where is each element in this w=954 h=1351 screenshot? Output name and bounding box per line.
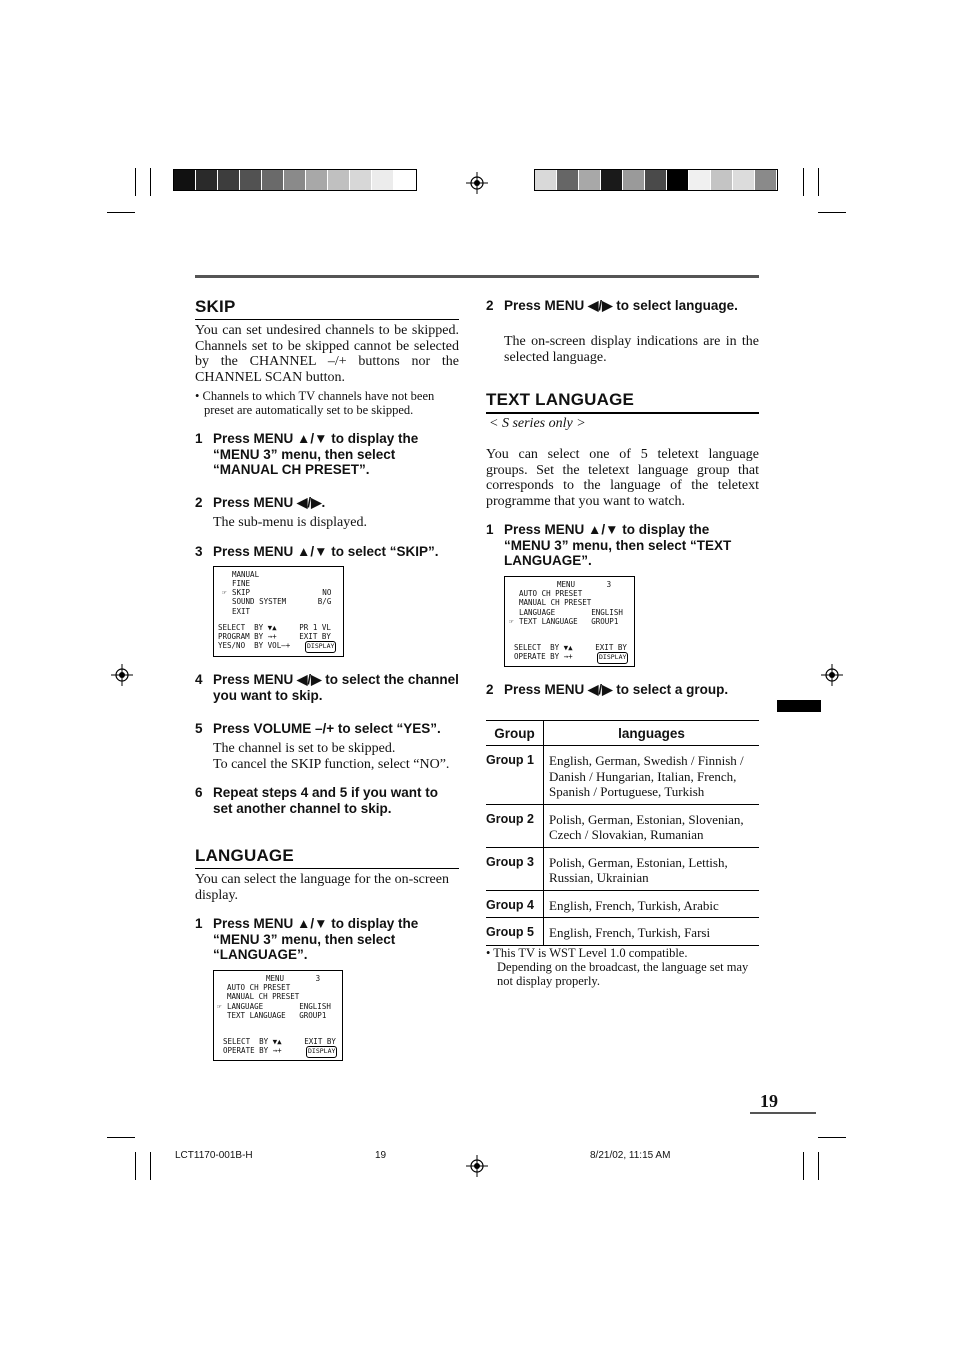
menu-line: MANUAL bbox=[232, 570, 260, 579]
wst-note bbox=[486, 946, 756, 988]
column-header-group: Group bbox=[486, 721, 544, 746]
text-language-menu-screen bbox=[504, 576, 635, 667]
languages-cell: English, French, Turkish, Arabic bbox=[544, 890, 760, 918]
color-swatch bbox=[755, 170, 777, 190]
skip-step-5 bbox=[195, 721, 459, 737]
menu-line: EXIT bbox=[232, 607, 251, 616]
color-swatch bbox=[535, 170, 557, 190]
group-cell: Group 5 bbox=[486, 918, 544, 946]
language-step-2-desc: The on-screen display indications are in the selected language. bbox=[504, 334, 759, 365]
skip-heading: SKIP bbox=[195, 297, 236, 316]
color-swatch bbox=[284, 170, 306, 190]
step-text: Press MENU ◀/▶ to select a group. bbox=[504, 682, 729, 697]
color-swatch bbox=[579, 170, 601, 190]
group-cell: Group 4 bbox=[486, 890, 544, 918]
language-step-2 bbox=[486, 298, 759, 314]
group-cell: Group 1 bbox=[486, 746, 544, 805]
crop-mark bbox=[150, 1152, 151, 1180]
menu-line: AUTO CH PRESET bbox=[519, 589, 583, 598]
skip-step-6 bbox=[195, 785, 459, 816]
menu-line: SKIP NO bbox=[232, 588, 332, 597]
step-text: Press MENU ▲/▼ to display the “MENU 3” menu, then select “TEXT LANGUAGE”. bbox=[504, 522, 732, 568]
group-cell: Group 3 bbox=[486, 847, 544, 890]
group-cell: Group 2 bbox=[486, 804, 544, 847]
display-button-label: DISPLAY bbox=[305, 641, 336, 653]
text-language-intro: You can select one of 5 teletext language groups. Set the teletext language group that corresponds to the language of the teletext programme that you want to watch. bbox=[486, 447, 759, 509]
hand-pointer-icon: ☞ bbox=[222, 588, 227, 597]
skip-menu-screen bbox=[213, 566, 344, 657]
languages-cell: Polish, German, Estonian, Slovenian, Czech / Slovakian, Rumanian bbox=[544, 804, 760, 847]
color-swatch bbox=[306, 170, 328, 190]
crop-mark bbox=[803, 1152, 804, 1180]
menu-line: LANGUAGE ENGLISH bbox=[519, 608, 623, 617]
languages-cell: English, French, Turkish, Farsi bbox=[544, 918, 760, 946]
footer-page: 19 bbox=[375, 1150, 387, 1161]
registration-mark-icon bbox=[111, 664, 133, 686]
menu-line: SOUND SYSTEM B/G bbox=[232, 597, 332, 606]
crop-mark bbox=[107, 212, 135, 213]
heading-underline bbox=[195, 319, 459, 320]
menu-line: MANUAL CH PRESET bbox=[227, 992, 300, 1001]
note-line: • This TV is WST Level 1.0 compatible. bbox=[486, 946, 688, 960]
table-row bbox=[486, 746, 759, 805]
registration-mark-icon bbox=[466, 1155, 488, 1177]
crop-mark bbox=[150, 168, 151, 196]
menu-line: SELECT BY ▼▲ EXIT BY bbox=[514, 643, 627, 652]
crop-mark bbox=[818, 168, 819, 196]
color-swatch bbox=[711, 170, 733, 190]
language-group-table bbox=[486, 720, 759, 946]
menu-line: LANGUAGE ENGLISH bbox=[227, 1002, 331, 1011]
table-header-row bbox=[486, 721, 759, 746]
step-number: 4 bbox=[195, 672, 203, 687]
step-text: Press MENU ◀/▶ to select language. bbox=[504, 298, 738, 313]
step-text: Press MENU ▲/▼ to display the “MENU 3” menu, then select “LANGUAGE”. bbox=[213, 916, 419, 962]
desc-line: The channel is set to be skipped. bbox=[213, 741, 396, 756]
table-row bbox=[486, 918, 759, 946]
menu-line: PROGRAM BY →+ EXIT BY bbox=[218, 632, 331, 641]
registration-mark-icon bbox=[466, 172, 488, 194]
step-text: Repeat steps 4 and 5 if you want to set another channel to skip. bbox=[213, 785, 439, 816]
step-text: Press MENU ▲/▼ to display the “MENU 3” menu, then select “MANUAL CH PRESET”. bbox=[213, 431, 419, 477]
step-text: Press MENU ◀/▶ to select the channel you want to skip. bbox=[213, 672, 459, 703]
color-swatch bbox=[733, 170, 755, 190]
step-number: 1 bbox=[195, 916, 203, 931]
hand-pointer-icon: ☞ bbox=[217, 1002, 222, 1011]
languages-cell: English, German, Swedish / Finnish / Danish / Hungarian, Italian, French, Spanish / Portuguese, Turkish bbox=[544, 746, 760, 805]
color-swatch bbox=[601, 170, 623, 190]
top-rule bbox=[195, 275, 759, 278]
menu-line: MANUAL CH PRESET bbox=[519, 598, 592, 607]
menu-line: FINE bbox=[232, 579, 251, 588]
step-number: 3 bbox=[195, 544, 203, 559]
color-swatch bbox=[240, 170, 262, 190]
crop-mark bbox=[107, 1137, 135, 1138]
crop-mark bbox=[818, 1152, 819, 1180]
skip-step-2 bbox=[195, 495, 459, 511]
display-button-label: DISPLAY bbox=[597, 652, 628, 664]
menu-line: OPERATE BY →+ bbox=[514, 652, 573, 661]
crop-mark bbox=[818, 212, 846, 213]
menu-line: MENU 3 bbox=[266, 974, 321, 983]
crop-mark bbox=[135, 1152, 136, 1180]
step-number: 2 bbox=[486, 298, 494, 313]
step-text: Press MENU ◀/▶. bbox=[213, 495, 326, 510]
language-step-1 bbox=[195, 916, 459, 963]
desc-line: To cancel the SKIP function, select “NO”. bbox=[213, 756, 450, 772]
menu-line: YES/NO BY VOL–+ bbox=[218, 641, 291, 650]
table-row bbox=[486, 890, 759, 918]
heading-underline bbox=[486, 412, 759, 414]
language-menu-screen bbox=[213, 970, 343, 1061]
text-language-heading: TEXT LANGUAGE bbox=[486, 390, 635, 409]
footer-doc-code: LCT1170-001B-H bbox=[175, 1150, 253, 1161]
menu-line: TEXT LANGUAGE GROUP1 bbox=[227, 1011, 327, 1020]
page-number: 19 bbox=[760, 1091, 778, 1111]
column-header-languages: languages bbox=[544, 721, 760, 746]
language-heading: LANGUAGE bbox=[195, 846, 294, 865]
crop-mark bbox=[818, 1137, 846, 1138]
color-swatch bbox=[218, 170, 240, 190]
crop-mark bbox=[135, 168, 136, 196]
language-intro: You can select the language for the on-screen display. bbox=[195, 872, 449, 903]
table-row bbox=[486, 804, 759, 847]
registration-mark-icon bbox=[821, 664, 843, 686]
color-swatch bbox=[689, 170, 711, 190]
step-number: 6 bbox=[195, 785, 203, 800]
note-line: Depending on the broadcast, the language set may not display properly. bbox=[497, 960, 749, 988]
skip-step-1 bbox=[195, 431, 459, 478]
text-language-step-1 bbox=[486, 522, 759, 569]
skip-bullet bbox=[195, 389, 459, 417]
color-swatch bbox=[557, 170, 579, 190]
table-row bbox=[486, 847, 759, 890]
display-button-label: DISPLAY bbox=[306, 1046, 337, 1058]
languages-cell: Polish, German, Estonian, Lettish, Russian, Ukrainian bbox=[544, 847, 760, 890]
step-text: Press MENU ▲/▼ to select “SKIP”. bbox=[213, 544, 439, 559]
step-number: 2 bbox=[195, 495, 203, 510]
footer-timestamp: 8/21/02, 11:15 AM bbox=[590, 1150, 671, 1161]
skip-step-4 bbox=[195, 672, 459, 703]
color-swatch bbox=[174, 170, 196, 190]
text-language-step-2 bbox=[486, 682, 759, 698]
step-text: Press VOLUME –/+ to select “YES”. bbox=[213, 721, 441, 736]
step-number: 1 bbox=[486, 522, 494, 537]
skip-bullet-text: • Channels to which TV channels have not been preset are automatically set to be skipped. bbox=[195, 389, 435, 417]
color-calibration-bar-right bbox=[534, 169, 778, 191]
section-tab bbox=[777, 700, 821, 712]
hand-pointer-icon: ☞ bbox=[509, 617, 514, 626]
crop-mark bbox=[803, 168, 804, 196]
skip-step-5-desc bbox=[213, 741, 463, 772]
menu-line: SELECT BY ▼▲ PR 1 VL bbox=[218, 623, 331, 632]
step-number: 5 bbox=[195, 721, 203, 736]
skip-step-2-desc: The sub-menu is displayed. bbox=[213, 515, 367, 530]
color-swatch bbox=[372, 170, 394, 190]
color-swatch bbox=[394, 170, 416, 190]
color-swatch bbox=[328, 170, 350, 190]
step-number: 2 bbox=[486, 682, 494, 697]
color-calibration-bar-left bbox=[173, 169, 417, 191]
step-number: 1 bbox=[195, 431, 203, 446]
menu-line: SELECT BY ▼▲ EXIT BY bbox=[223, 1037, 336, 1046]
series-note: < S series only > bbox=[489, 416, 586, 431]
color-swatch bbox=[645, 170, 667, 190]
menu-line: TEXT LANGUAGE GROUP1 bbox=[519, 617, 619, 626]
menu-line: MENU 3 bbox=[557, 580, 612, 589]
heading-underline bbox=[195, 868, 459, 869]
color-swatch bbox=[350, 170, 372, 190]
color-swatch bbox=[196, 170, 218, 190]
skip-step-3 bbox=[195, 544, 459, 560]
menu-line: AUTO CH PRESET bbox=[227, 983, 291, 992]
page-number-rule bbox=[750, 1112, 816, 1114]
skip-intro: You can set undesired channels to be skipped. Channels set to be skipped cannot be selected by the CHANNEL –/+ buttons nor the CHANNEL SCAN button. bbox=[195, 323, 459, 385]
menu-line: OPERATE BY →+ bbox=[223, 1046, 282, 1055]
color-swatch bbox=[262, 170, 284, 190]
color-swatch bbox=[667, 170, 689, 190]
color-swatch bbox=[623, 170, 645, 190]
